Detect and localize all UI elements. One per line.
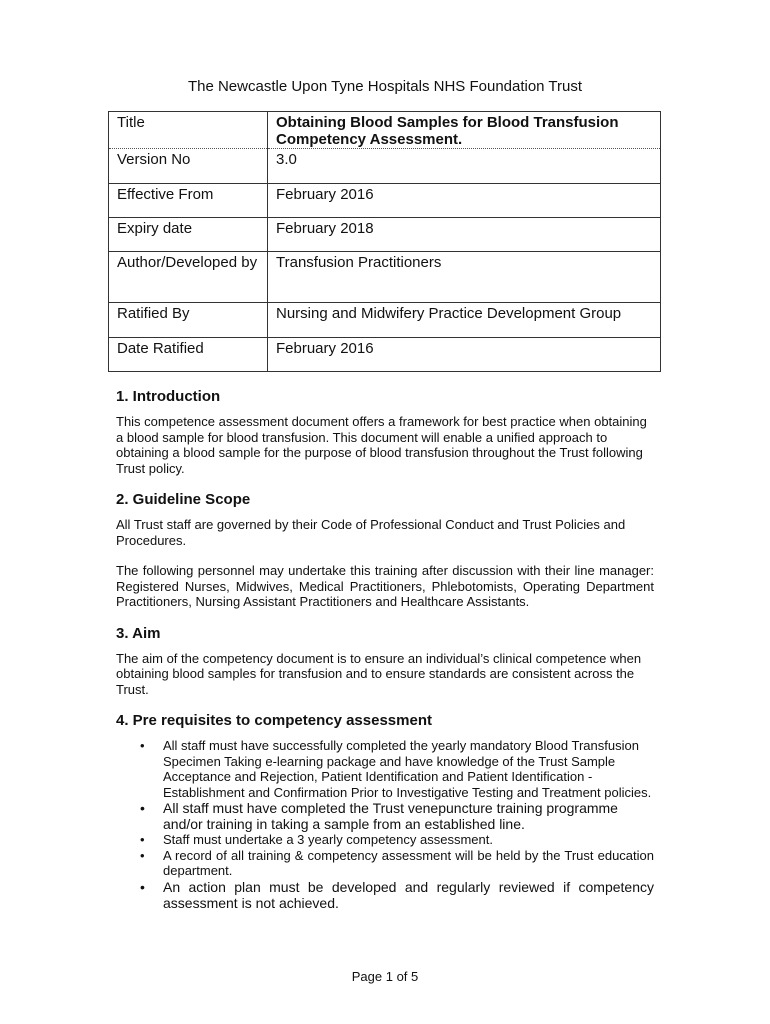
scope-text-2: The following personnel may undertake this training after discussion with their line manager: Registered Nurses, Midwives, Medical Practitioners, Phlebotomists, Operating Department Practitioners, Nursing Assistant Practitioners and Healthcare Assistants. (116, 563, 654, 609)
version-value: 3.0 (268, 149, 661, 184)
scope-text-1: All Trust staff are governed by their Code of Professional Conduct and Trust Policies and Procedures. (116, 517, 626, 548)
list-item (116, 800, 654, 832)
list-item (116, 848, 654, 879)
date-ratified-label: Date Ratified (109, 338, 268, 372)
table-row (109, 184, 661, 218)
list-item-text: All staff must have completed the Trust venepuncture training programme and/or training in taking a sample from an established line. (163, 800, 618, 832)
aim-text: The aim of the competency document is to ensure an individual’s clinical competence when obtaining blood samples for transfusion and to ensure standards are consistent across the Trust. (116, 650, 642, 697)
scope-section (116, 491, 654, 610)
title-value: Obtaining Blood Samples for Blood Transfusion Competency Assessment. (268, 112, 661, 149)
ratified-by-value: Nursing and Midwifery Practice Development Group (268, 303, 661, 338)
title-label: Title (109, 112, 268, 149)
list-item (116, 832, 654, 848)
list-item (116, 738, 654, 800)
bullet-icon: • (140, 800, 145, 816)
table-row (109, 149, 661, 184)
list-item-text: All staff must have successfully completed the yearly mandatory Blood Transfusion Specimen Taking e-learning package and have knowledge of the Trust Sample Acceptance and Rejection, Patient Identification and Patient Identification - Establishment and Confirmation Prior to Investigative Testing and Treatment policies. (163, 738, 652, 800)
list-item (116, 879, 654, 911)
table-row (109, 112, 661, 149)
document-info-table (108, 111, 661, 372)
list-item-text: A record of all training & competency assessment will be held by the Trust education department. (163, 847, 654, 878)
author-label: Author/Developed by (109, 252, 268, 303)
scope-heading: 2. Guideline Scope (116, 491, 251, 508)
list-item-text: Staff must undertake a 3 yearly competency assessment. (163, 832, 493, 847)
bullet-icon: • (140, 738, 145, 753)
prerequisites-heading: 4. Pre requisites to competency assessment (116, 712, 432, 729)
introduction-text: This competence assessment document offers a framework for best practice when obtaining a blood sample for blood transfusion. This document will enable a unified approach to obtaining a blood sample for the purpose of blood transfusion throughout the Trust following Trust policy. (116, 414, 647, 476)
expiry-date-label: Expiry date (109, 218, 268, 252)
introduction-section (116, 388, 654, 476)
introduction-heading: 1. Introduction (116, 388, 221, 405)
table-row (109, 252, 661, 303)
date-ratified-value: February 2016 (268, 338, 661, 372)
page-number: Page 1 of 5 (351, 969, 419, 984)
bullet-icon: • (140, 878, 145, 895)
aim-section (116, 625, 654, 698)
organisation-header: The Newcastle Upon Tyne Hospitals NHS Foundation Trust (187, 78, 583, 95)
table-row (109, 303, 661, 338)
list-item-text: An action plan must be developed and regularly reviewed if competency assessment is not achieved. (163, 878, 654, 911)
ratified-by-label: Ratified By (109, 303, 268, 338)
prerequisites-list (116, 738, 654, 911)
prerequisites-section (116, 712, 654, 911)
bullet-icon: • (140, 847, 145, 863)
aim-heading: 3. Aim (116, 624, 161, 642)
bullet-icon: • (140, 832, 145, 847)
table-row (109, 218, 661, 252)
version-label: Version No (109, 149, 268, 184)
effective-from-label: Effective From (109, 184, 268, 218)
table-row (109, 338, 661, 372)
document-body (116, 388, 654, 913)
expiry-date-value: February 2018 (268, 218, 661, 252)
effective-from-value: February 2016 (268, 184, 661, 218)
author-value: Transfusion Practitioners (268, 252, 661, 303)
